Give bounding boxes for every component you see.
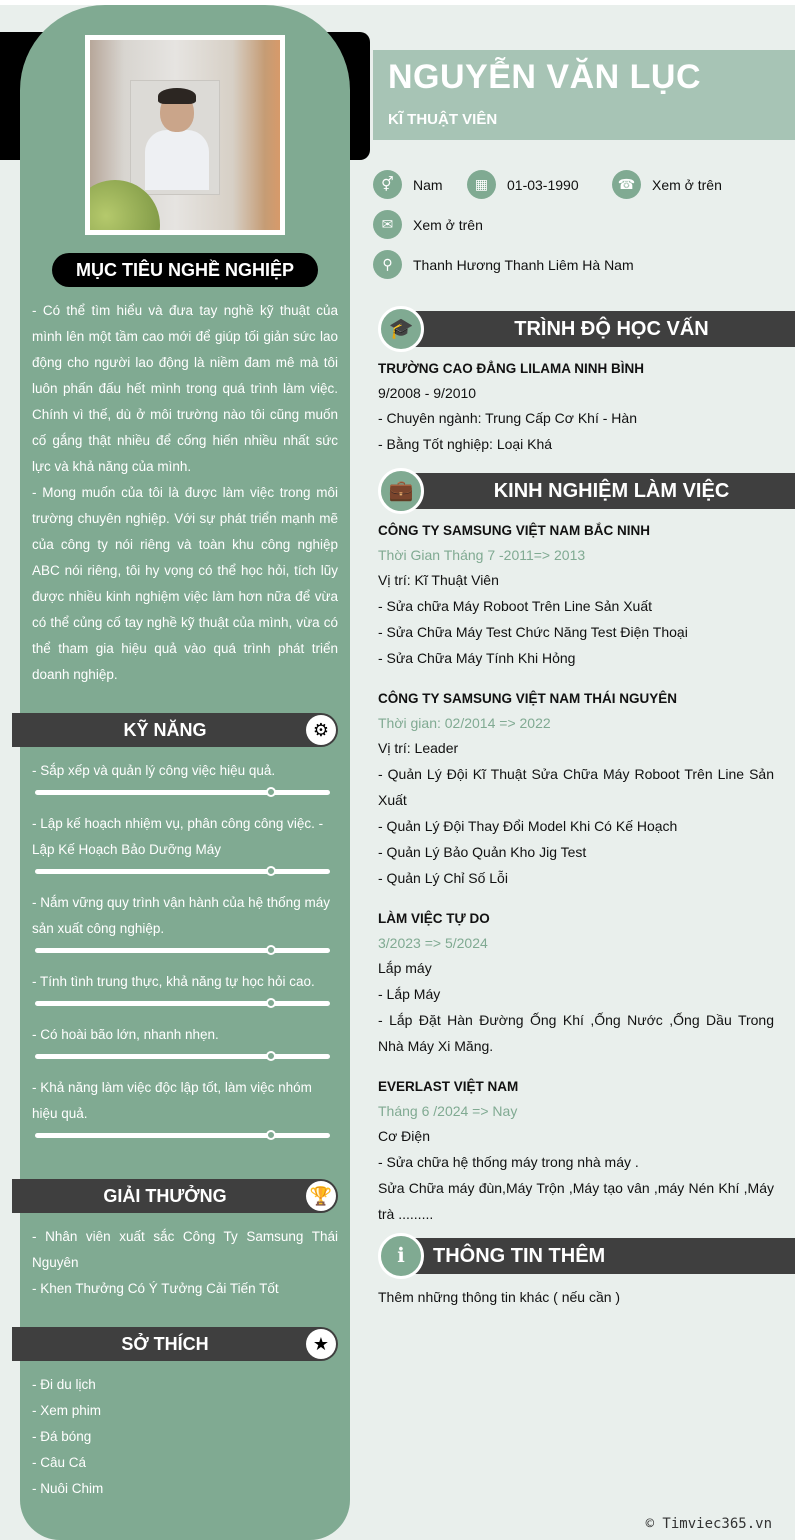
hobby-item: - Câu Cá	[32, 1455, 87, 1470]
birthdate-value: 01-03-1990	[507, 176, 579, 193]
skill-bar	[35, 790, 330, 795]
hobby-item: - Xem phim	[32, 1403, 102, 1418]
job-line: Vị trí: Kĩ Thuật Viên	[378, 572, 499, 588]
email-info	[373, 210, 483, 239]
education-period: 9/2008 - 9/2010	[378, 385, 477, 401]
job-period: 3/2023 => 5/2024	[378, 935, 488, 951]
job-line: Cơ Điện	[378, 1128, 430, 1144]
job-line: Sửa Chữa máy đùn,Máy Trộn ,Máy tạo vân ,máy Nén Khí ,Máy trà .........	[378, 1180, 774, 1222]
star-icon: ★	[306, 1329, 336, 1359]
awards-heading	[12, 1179, 338, 1213]
education-line: - Chuyên ngành: Trung Cấp Cơ Khí - Hàn	[378, 410, 637, 426]
gear-icon: ⚙	[306, 715, 336, 745]
skill-item: - Sắp xếp và quản lý công việc hiệu quả.	[32, 763, 276, 778]
skill-item: - Khả năng làm việc độc lập tốt, làm việc nhóm hiệu quả.	[32, 1080, 312, 1121]
job-line: Lắp máy	[378, 960, 432, 976]
award-item: - Khen Thưởng Có Ý Tưởng Cải Tiến Tốt	[32, 1281, 279, 1296]
awards-heading-label: GIẢI THƯỞNG	[103, 1186, 227, 1206]
gender-value: Nam	[413, 176, 443, 193]
hobbies-heading-label: SỞ THÍCH	[121, 1334, 209, 1354]
job-line: - Lắp Máy	[378, 986, 441, 1002]
graduation-cap-icon: 🎓	[378, 306, 424, 352]
full-name: NGUYỄN VĂN LỤC	[388, 58, 702, 96]
skill-item: - Có hoài bão lớn, nhanh nhẹn.	[32, 1027, 219, 1042]
job-company: LÀM VIỆC TỰ DO	[378, 911, 490, 926]
skill-item: - Lập kế hoạch nhiệm vụ, phân công công việc. - Lập Kế Hoạch Bảo Dưỡng Máy	[32, 816, 324, 857]
skill-level-knob	[266, 945, 276, 955]
additional-heading-label: THÔNG TIN THÊM	[398, 1238, 795, 1274]
briefcase-icon: 💼	[378, 468, 424, 514]
education-heading-label: TRÌNH ĐỘ HỌC VẤN	[398, 311, 795, 347]
skill-bar	[35, 1054, 330, 1059]
school-name: TRƯỜNG CAO ĐẲNG LILAMA NINH BÌNH	[378, 361, 644, 376]
skills-heading-label: KỸ NĂNG	[123, 720, 207, 740]
objective-heading: MỤC TIÊU NGHỀ NGHIỆP	[52, 253, 318, 287]
job-line: - Quản Lý Đội Thay Đổi Model Khi Có Kế Hoạch	[378, 818, 678, 834]
experience-heading-label: KINH NGHIỆM LÀM VIỆC	[398, 473, 795, 509]
job-company: EVERLAST VIỆT NAM	[378, 1079, 519, 1094]
profile-photo	[85, 35, 285, 235]
job-line: - Sửa Chữa Máy Tính Khi Hỏng	[378, 650, 576, 666]
skill-level-knob	[266, 1130, 276, 1140]
calendar-icon: ▦	[467, 170, 496, 199]
additional-heading	[378, 1236, 795, 1274]
award-item: - Nhân viên xuất sắc Công Ty Samsung Thái Nguyên	[32, 1229, 338, 1270]
skills-heading	[12, 713, 338, 747]
job-period: Thời Gian Tháng 7 -2011=> 2013	[378, 547, 586, 563]
footer-watermark: © Timviec365.vn	[645, 1516, 772, 1532]
skill-bar	[35, 869, 330, 874]
location-pin-icon: ⚲	[373, 250, 402, 279]
job-company: CÔNG TY SAMSUNG VIỆT NAM BẮC NINH	[378, 523, 651, 538]
job-line: - Sửa chữa hệ thống máy trong nhà máy .	[378, 1154, 639, 1170]
education-line: - Bằng Tốt nghiệp: Loại Khá	[378, 436, 553, 452]
job-line: Vị trí: Leader	[378, 740, 459, 756]
info-icon: ℹ	[378, 1233, 424, 1279]
education-heading	[378, 309, 795, 347]
job-title: KĨ THUẬT VIÊN	[388, 111, 498, 128]
skill-level-knob	[266, 866, 276, 876]
hobbies-heading	[12, 1327, 338, 1361]
address-value: Thanh Hương Thanh Liêm Hà Nam	[413, 256, 634, 273]
skill-level-knob	[266, 1051, 276, 1061]
additional-text: Thêm những thông tin khác ( nếu cần )	[378, 1289, 621, 1305]
skill-item: - Tính tình trung thực, khả năng tự học hỏi cao.	[32, 974, 315, 989]
job-company: CÔNG TY SAMSUNG VIỆT NAM THÁI NGUYÊN	[378, 691, 678, 706]
trophy-icon: 🏆	[306, 1181, 336, 1211]
phone-value: Xem ở trên	[652, 176, 722, 193]
hobby-item: - Đi du lịch	[32, 1377, 96, 1392]
hobby-item: - Đá bóng	[32, 1429, 92, 1444]
name-block	[373, 50, 795, 140]
skill-bar	[35, 1001, 330, 1006]
email-icon: ✉	[373, 210, 402, 239]
birthdate-info	[467, 170, 579, 199]
job-period: Thời gian: 02/2014 => 2022	[378, 715, 551, 731]
gender-info	[373, 170, 443, 199]
phone-icon: ☎	[612, 170, 641, 199]
job-line: - Quản Lý Chỉ Số Lỗi	[378, 870, 508, 886]
email-value: Xem ở trên	[413, 216, 483, 233]
job-period: Tháng 6 /2024 => Nay	[378, 1103, 518, 1119]
hobby-item: - Nuôi Chim	[32, 1481, 104, 1496]
skill-level-knob	[266, 998, 276, 1008]
skill-bar	[35, 1133, 330, 1138]
experience-heading	[378, 471, 795, 509]
job-line: - Quản Lý Đội Kĩ Thuật Sửa Chữa Máy Roboot Trên Line Sản Xuất	[378, 766, 774, 808]
job-line: - Quản Lý Bảo Quản Kho Jig Test	[378, 844, 587, 860]
job-line: - Sửa Chữa Máy Test Chức Năng Test Điện Thoại	[378, 624, 688, 640]
objective-paragraph-2: - Mong muốn của tôi là được làm việc trong môi trường chuyên nghiệp. Với sự phát triển mạnh mẽ của công ty nói riêng và toàn khu công nghiệp ABC nói riêng, tôi hy vọng có thể học hỏi, tích lũy được nhiều kinh nghiệm việc làm hơn nữa để vừa có thể củng cố tay nghề kỹ thuật của mình, vừa có thể tham gia hiệu quả vào quá trình phát triển doanh nghiệp.	[32, 485, 338, 682]
skill-level-knob	[266, 787, 276, 797]
gender-icon: ⚥	[373, 170, 402, 199]
skill-bar	[35, 948, 330, 953]
address-info	[373, 250, 634, 279]
job-line: - Lắp Đặt Hàn Đường Ống Khí ,Ống Nước ,Ống Dầu Trong Nhà Máy Xi Măng.	[378, 1012, 774, 1054]
skill-item: - Nắm vững quy trình vận hành của hệ thống máy sản xuất công nghiệp.	[32, 895, 330, 936]
objective-paragraph-1: - Có thể tìm hiểu và đưa tay nghề kỹ thuật của mình lên một tầm cao mới để giúp tối giản sức lao động cho người lao động là niềm đam mê mà tôi luôn phấn đấu hết mình trong quá trình làm việc. Chính vì thế, dù ở môi trường nào tôi cũng muốn cố gắng thật nhiều để cống hiến nhiều nhất sức lực và khả năng của mình.	[32, 303, 338, 474]
phone-info	[612, 170, 722, 199]
job-line: - Sửa chữa Máy Roboot Trên Line Sản Xuất	[378, 598, 653, 614]
